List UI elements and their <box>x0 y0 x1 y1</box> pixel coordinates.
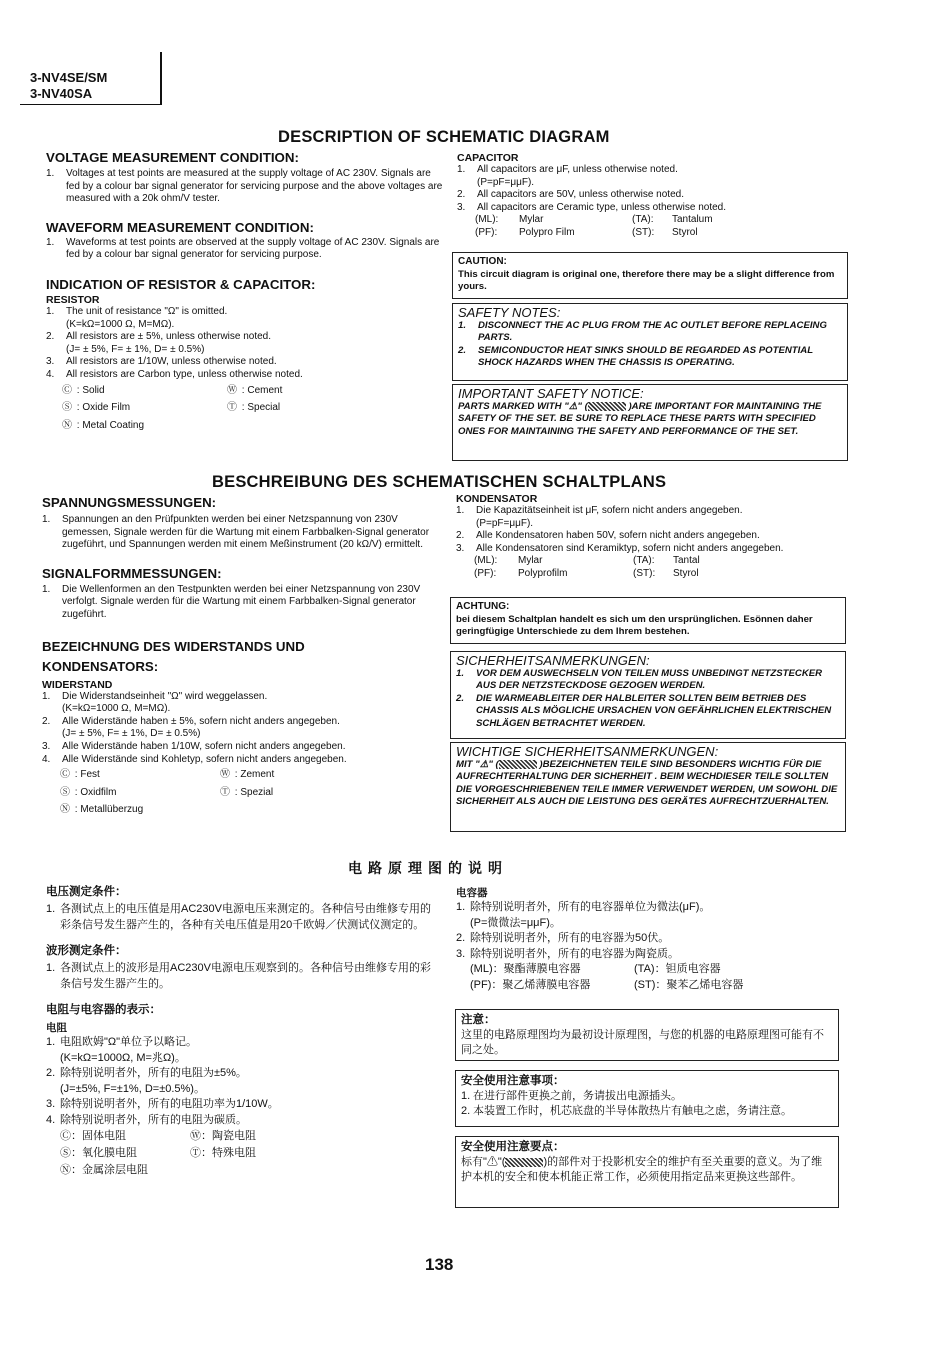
list-item: 2. SEMICONDUCTOR HEAT SINKS SHOULD BE REGARDED AS POTENTIAL SHOCK HAZARDS WHEN THE CHASSIS IS OPERATING. <box>458 344 813 369</box>
header-divider <box>160 52 162 104</box>
list-item: 2. All capacitors are 50V, unless otherwise noted. <box>457 189 684 201</box>
widerstand-list <box>42 691 442 767</box>
cn-resistor-heading: 电阻与电容器的表示： <box>46 1004 161 1016</box>
caution-box: CAUTION: This circuit diagram is original one, therefore there may be a slight difference from yours. <box>452 252 848 299</box>
cn-important-box: 安全使用注意要点： 标有"⚠"( )的部件对于投影机安全的维护有至关重要的意义。为了维护本机的安全和使本机能正常工作，必须使用指定品来更换这些部件。 <box>455 1136 839 1208</box>
list-item: 1. The unit of resistance "Ω" is omitted. (K=kΩ=1000 Ω, M=MΩ). <box>46 305 228 330</box>
list-item: 1. DISCONNECT THE AC PLUG FROM THE AC OUTLET BEFORE REPLACEING PARTS. <box>458 319 827 344</box>
list-item: 1. 各测试点上的电压值是用AC230V电源电压来测定的。各种信号由维修专用的彩条信号发生器产生的，各种有关电压值是用20千欧姆／伏测试仪测定的。 <box>46 903 431 931</box>
spannung-heading: SPANNUNGSMESSUNGEN: <box>42 495 217 510</box>
list-item: 2. 除特别说明者外，所有的电阻为±5%。 (J=±5%, F=±1%, D=±0.5%)。 <box>46 1067 247 1095</box>
list-item: 1. VOR DEM AUSWECHSELN VON TEILEN MUSS UNBEDINGT NETZSTECKER AUS DER NETZSTECKDOSE GEZOGEN WERDEN. <box>456 667 823 692</box>
bezeichnung-heading: BEZEICHNUNG DES WIDERSTANDS UND KONDENSATORS: <box>42 638 305 674</box>
list-item: 1. Voltages at test points are measured at the supply voltage of AC 230V. Signals are fed by a colour bar signal generator for servicing purpose and the above voltages are measured with a 20k ohm/V tester. <box>46 168 443 205</box>
cn-resistor-list <box>46 1035 436 1128</box>
safety-notes-box: SAFETY NOTES: 1. DISCONNECT THE AC PLUG FROM THE AC OUTLET BEFORE REPLACEING PARTS. 2. SEMICONDUCTOR HEAT SINKS SHOULD BE REGARDED AS POTENTIAL SHOCK HAZARDS WHEN THE CHASSIS IS OPERATING. <box>452 303 848 381</box>
cn-capacitor-block <box>456 885 848 993</box>
voltage-list <box>46 168 444 206</box>
title-de: BESCHREIBUNG DES SCHEMATISCHEN SCHALTPLANS <box>212 473 667 491</box>
capacitor-list <box>457 164 847 214</box>
important-safety-box: IMPORTANT SAFETY NOTICE: PARTS MARKED WITH "⚠" ( )ARE IMPORTANT FOR MAINTAINING THE SAFETY OF THE SET. BE SURE TO REPLACE THESE PARTS WITH SPECIFIED ONES FOR MAINTAINING THE SAFETY AND PERFORMANCE OF THE SET. <box>452 384 848 461</box>
list-item: 2. Alle Widerstände haben ± 5%, sofern nicht anders angegeben. (J= ± 5%, F= ± 1%, D= ± 0.5%) <box>42 715 340 740</box>
capacitor-types: (ML): Mylar (TA): Tantalum (PF): Polypro Film (ST): Styrol <box>475 214 713 238</box>
header-underline <box>20 104 162 105</box>
hatch-mark-icon <box>499 760 537 769</box>
cn-resistor-subheading: 电阻 <box>46 1022 67 1034</box>
resistor-legend: Ⓒ : Solid Ⓦ : Cement Ⓢ : Oxide Film Ⓣ : Special Ⓝ : Metal Coating <box>62 384 283 431</box>
cn-capacitor-heading: 电容器 <box>456 887 488 899</box>
list-item: 2. DIE WARMEABLEITER DER HALBLEITER SOLLTEN BEIM BETRIEB DES CHASSIS ALS MÖGLICHE URSACHEN VON GEFÄHRLICHEN ELEKTRISCHEN SCHLÄGEN BETRACHTET WERDEN. <box>456 692 832 729</box>
achtung-box: ACHTUNG: bei diesem Schaltplan handelt es sich um den ursprünglichen. Esönnen daher geringfügige Unterschiede zu dem Ihrem bestehen. <box>450 597 846 644</box>
indication-heading: INDICATION OF RESISTOR & CAPACITOR: <box>46 276 316 292</box>
cn-caution-box: 注意： 这里的电路原理图均为最初设计原理图，与您的机器的电路原理图可能有不同之处。 <box>455 1009 839 1061</box>
list-item: 1. All capacitors are μF, unless otherwise noted. (P=pF=μμF). <box>457 164 678 188</box>
title-en: DESCRIPTION OF SCHEMATIC DIAGRAM <box>278 128 610 146</box>
list-item: 2. Alle Kondensatoren haben 50V, sofern nicht anders angegeben. <box>456 530 760 542</box>
waveform-heading: WAVEFORM MEASUREMENT CONDITION: <box>46 219 314 235</box>
signal-list <box>42 584 442 622</box>
list-item: 1. 各测试点上的波形是用AC230V电源电压观察到的。各种信号由维修专用的彩条信号发生器产生的。 <box>46 962 431 990</box>
list-item: 1. 除特别说明者外，所有的电容器单位为微法(μF)。 (P=微微法=μμF)。 <box>456 901 711 929</box>
model-number-1: 3-NV4SE/SM <box>30 70 108 85</box>
widerstand-legend: Ⓒ : Fest Ⓦ : Zement Ⓢ : Oxidfilm Ⓣ : Spezial Ⓝ : Metallüberzug <box>60 769 275 816</box>
list-item: 1. 电阻欧姆"Ω"单位予以略记。 (K=kΩ=1000Ω, M=兆Ω)。 <box>46 1036 198 1064</box>
kondensator-heading: KONDENSATOR <box>456 493 538 505</box>
kondensator-list <box>456 505 848 555</box>
waveform-list <box>46 237 444 262</box>
list-item: 3. Alle Kondensatoren sind Keramiktyp, sofern nicht anders angegeben. <box>456 542 784 554</box>
voltage-heading: VOLTAGE MEASUREMENT CONDITION: <box>46 150 299 165</box>
resistor-list <box>46 306 444 382</box>
hatch-mark-icon <box>588 402 626 411</box>
cn-voltage-heading: 电压测定条件： <box>46 886 127 898</box>
list-item: 4. 除特别说明者外，所有的电阻为碳质。 <box>46 1113 247 1126</box>
widerstand-subheading: WIDERSTAND <box>42 678 113 691</box>
list-item: 3. Alle Widerstände haben 1/10W, sofern nicht anders angegeben. <box>42 740 346 752</box>
list-item: 1. Die Widerstandseinheit "Ω" wird weggelassen. (K=kΩ=1000 Ω, M=MΩ). <box>42 690 268 715</box>
capacitor-heading: CAPACITOR <box>457 152 519 164</box>
cn-capacitor-types: (ML)：聚酯薄膜电容器 (TA)：钽质电容器 (PF)：聚乙烯薄膜电容器 (ST)：聚苯乙烯电容器 <box>470 963 744 991</box>
en-left-column <box>46 150 444 434</box>
spannung-list <box>42 514 442 552</box>
list-item: 1. 在进行部件更换之前，务请拔出电源插头。 <box>461 1090 682 1102</box>
en-capacitor-block <box>457 152 847 240</box>
cn-safety-box: 安全使用注意事项： 1. 在进行部件更换之前，务请拔出电源插头。 2. 本装置工作时，机芯底盘的半导体散热片有触电之虑，务请注意。 <box>455 1070 839 1127</box>
title-cn: 电路原理图的说明 <box>348 860 508 876</box>
cn-capacitor-list <box>456 900 848 962</box>
list-item: 2. 本装置工作时，机芯底盘的半导体散热片有触电之虑，务请注意。 <box>461 1105 792 1117</box>
list-item: 2. 除特别说明者外，所有的电容器为50伏。 <box>456 932 670 944</box>
list-item: 2. All resistors are ± 5%, unless otherwise noted. (J= ± 5%, F= ± 1%, D= ± 0.5%) <box>46 331 272 355</box>
list-item: 4. All resistors are Carbon type, unless otherwise noted. <box>46 368 303 380</box>
list-item: 1. Waveforms at test points are observed at the supply voltage of AC 230V. Signals are fed by a colour bar signal generator for servicing purpose. <box>46 236 440 261</box>
list-item: 1. Die Wellenformen an den Testpunkten werden bei einer Netzspannung von 230V verfolgt. Signale werden für die Wartung mit einem Farbbalken-Signal generator zugeführt. <box>42 583 421 620</box>
wichtig-box: WICHTIGE SICHERHEITSANMERKUNGEN: MIT "⚠" ( )BEZEICHNETEN TEILE SIND BESONDERS WICHTIG FÜR DIE AUFRECHTERHALTUNG DER SICHERHEIT . BEIM WECHDIESER TEILE SOLLTEN DIE VORGESCHRIEBENEN TEILE IMMER VERWENDET WERDEN, UM SOWOHL DIE SICHERHEIT ALS AUCH DIE LEISTUNG DES GERÄTES AUFRECHTZUERHALTEN. <box>450 742 846 832</box>
cn-left-column <box>46 883 436 1179</box>
de-kondensator-block <box>456 493 848 581</box>
page-number: 138 <box>425 1255 454 1274</box>
hatch-mark-icon <box>505 1158 543 1167</box>
de-left-column <box>42 495 442 819</box>
cn-waveform-list <box>46 961 436 992</box>
cn-waveform-heading: 波形测定条件： <box>46 945 127 957</box>
cn-resistor-legend: Ⓒ：固体电阻 Ⓦ：陶瓷电阻 Ⓢ：氧化膜电阻 Ⓣ：特殊电阻 Ⓝ：金属涂层电阻 <box>60 1130 256 1176</box>
cn-voltage-list <box>46 902 436 933</box>
kondensator-types: (ML): Mylar (TA): Tantal (PF): Polyprofilm (ST): Styrol <box>474 555 700 579</box>
list-item: 1. Die Kapazitätseinheit ist μF, sofern nicht anders angegeben. (P=pF=μμF). <box>456 505 743 529</box>
list-item: 4. Alle Widerstände sind Kohletyp, sofern nicht anders angegeben. <box>42 753 347 765</box>
list-item: 1. Spannungen an den Prüfpunkten werden bei einer Netzspannung von 230V gemessen, Signale werden für die Wartung mit einem Farbbalken-Signal generator zugeführt, und Spannungen werden mit einem Meßinstrument (20 kΩ/V) ermittelt. <box>42 514 430 551</box>
signal-heading: SIGNALFORMMESSUNGEN: <box>42 565 222 581</box>
resistor-subheading: RESISTOR <box>46 293 100 306</box>
model-number-2: 3-NV40SA <box>30 86 93 101</box>
sicherheit-box: SICHERHEITSANMERKUNGEN: 1. VOR DEM AUSWECHSELN VON TEILEN MUSS UNBEDINGT NETZSTECKER AUS DER NETZSTECKDOSE GEZOGEN WERDEN. 2. DIE WARMEABLEITER DER HALBLEITER SOLLTEN BEIM BETRIEB DES CHASSIS ALS MÖGLICHE URSACHEN VON GEFÄHRLICHEN ELEKTRISCHEN SCHLÄGEN BETRACHTET WERDEN. <box>450 651 846 739</box>
list-item: 3. All capacitors are Ceramic type, unless otherwise noted. <box>457 201 727 213</box>
list-item: 3. All resistors are 1/10W, unless otherwise noted. <box>46 356 277 368</box>
list-item: 3. 除特别说明者外，所有的电阻功率为1/10W。 <box>46 1098 279 1110</box>
list-item: 3. 除特别说明者外，所有的电容器为陶瓷质。 <box>456 947 679 960</box>
